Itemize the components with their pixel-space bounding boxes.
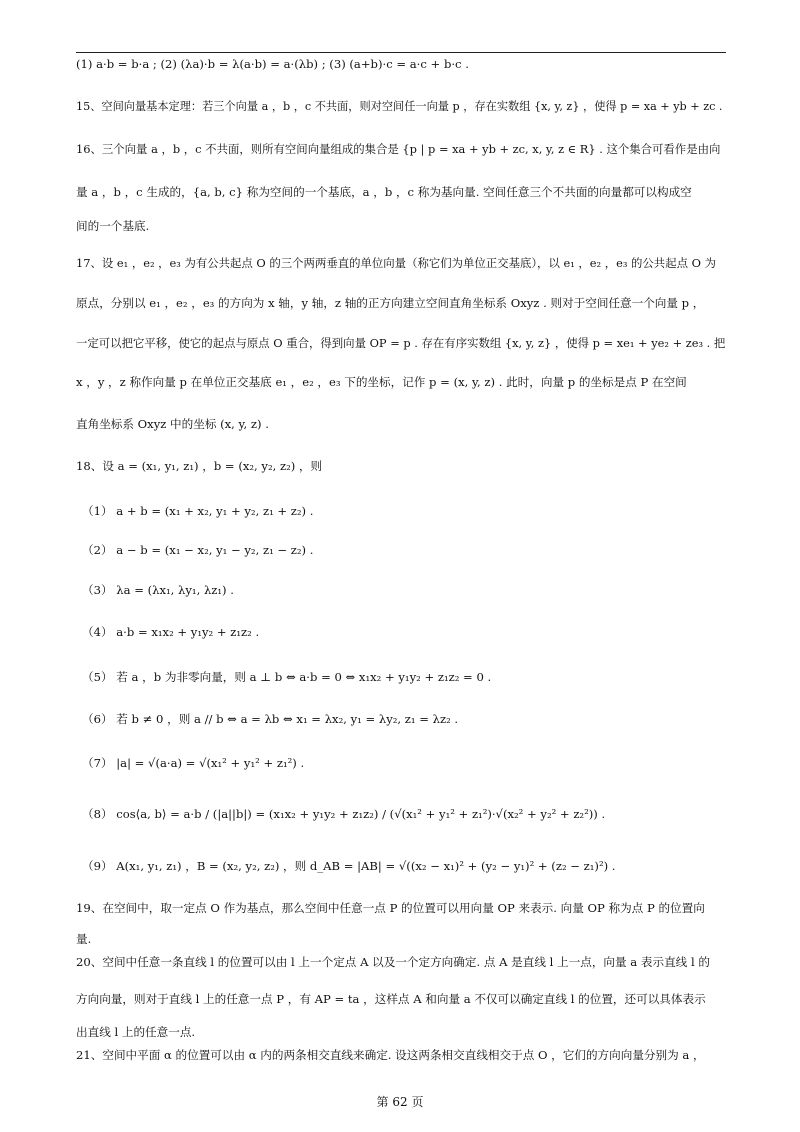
text-line: 间的一个基底.	[76, 219, 150, 233]
text-line: 20、空间中任意一条直线 l 的位置可以由 l 上一个定点 A 以及一个定方向确定. 点 A 是直线 l 上一点，向量 a 表示直线 l 的	[76, 955, 710, 969]
text-line: 19、在空间中，取一定点 O 作为基点，那么空间中任意一点 P 的位置可以用向量 OP 来表示. 向量 OP 称为点 P 的位置向	[76, 901, 705, 915]
formula-line: （5） 若 a ，b 为非零向量，则 a ⊥ b ⇔ a·b = 0 ⇔ x₁x₂ + y₁y₂ + z₁z₂ = 0 .	[82, 670, 492, 684]
formula-line: （8） cos⟨a, b⟩ = a·b / (|a||b|) = (x₁x₂ + y₁y₂ + z₁z₂) / (√(x₁² + y₁² + z₁²)·√(x₂² + y₂² + z₂²)) .	[82, 807, 606, 821]
formula-line: （7） |a| = √(a·a) = √(x₁² + y₁² + z₁²) .	[82, 756, 305, 770]
text-line: 直角坐标系 Oxyz 中的坐标 (x, y, z) .	[76, 417, 269, 431]
header-rule	[76, 52, 726, 53]
text-line: 方向向量，则对于直线 l 上的任意一点 P ，有 AP = ta ，这样点 A 和向量 a 不仅可以确定直线 l 的位置，还可以具体表示	[76, 992, 706, 1006]
text-line: 15、空间向量基本定理：若三个向量 a ，b ，c 不共面，则对空间任一向量 p ，存在实数组 {x, y, z} ，使得 p = xa + yb + zc .	[76, 100, 723, 113]
text-line: 原点，分别以 e₁ ，e₂ ，e₃ 的方向为 x 轴，y 轴，z 轴的正方向建立空间直角坐标系 Oxyz . 则对于空间任意一个向量 p ，	[76, 296, 705, 310]
page-number: 第 62 页	[376, 1095, 424, 1109]
text-line: 出直线 l 上的任意一点.	[76, 1025, 196, 1039]
formula-line: （9） A(x₁, y₁, z₁) ，B = (x₂, y₂, z₂) ，则 d_AB = |AB| = √((x₂ − x₁)² + (y₂ − y₁)² + (z₂ − z₁)²) .	[82, 859, 616, 873]
text-line: 18、设 a = (x₁, y₁, z₁) ，b = (x₂, y₂, z₂) ，则	[76, 459, 323, 473]
text-line: x ，y ，z 称作向量 p 在单位正交基底 e₁ ，e₂ ，e₃ 下的坐标，记作 p = (x, y, z) . 此时，向量 p 的坐标是点 P 在空间	[76, 375, 687, 389]
formula-line: （4） a·b = x₁x₂ + y₁y₂ + z₁z₂ .	[82, 625, 260, 639]
formula-line: （3） λa = (λx₁, λy₁, λz₁) .	[82, 583, 234, 597]
formula-line: （1） a + b = (x₁ + x₂, y₁ + y₂, z₁ + z₂) .	[82, 504, 314, 518]
formula-line: （6） 若 b ≠ 0 ，则 a // b ⇔ a = λb ⇔ x₁ = λx₂, y₁ = λy₂, z₁ = λz₂ .	[82, 712, 459, 726]
text-line: 一定可以把它平移，使它的起点与原点 O 重合，得到向量 OP = p . 存在有序实数组 {x, y, z} ，使得 p = xe₁ + ye₂ + ze₃ . 把	[76, 336, 726, 350]
formula-line: （2） a − b = (x₁ − x₂, y₁ − y₂, z₁ − z₂) .	[82, 543, 314, 557]
text-line: (1) a·b = b·a ; (2) (λa)·b = λ(a·b) = a·(λb) ; (3) (a+b)·c = a·c + b·c .	[76, 57, 469, 71]
text-line: 量 a ，b ，c 生成的，{a, b, c} 称为空间的一个基底，a ，b ，c 称为基向量. 空间任意三个不共面的向量都可以构成空	[76, 185, 692, 199]
text-line: 量.	[76, 932, 92, 946]
text-line: 21、空间中平面 α 的位置可以由 α 内的两条相交直线来确定. 设这两条相交直线相交于点 O ，它们的方向向量分别为 a ，	[76, 1048, 705, 1062]
text-line: 16、三个向量 a ，b ，c 不共面，则所有空间向量组成的集合是 {p | p = xa + yb + zc, x, y, z ∈ R} . 这个集合可看作是由向	[76, 142, 721, 156]
text-line: 17、设 e₁ ，e₂ ，e₃ 为有公共起点 O 的三个两两垂直的单位向量（称它们为单位正交基底），以 e₁ ，e₂ ，e₃ 的公共起点 O 为	[76, 256, 716, 270]
